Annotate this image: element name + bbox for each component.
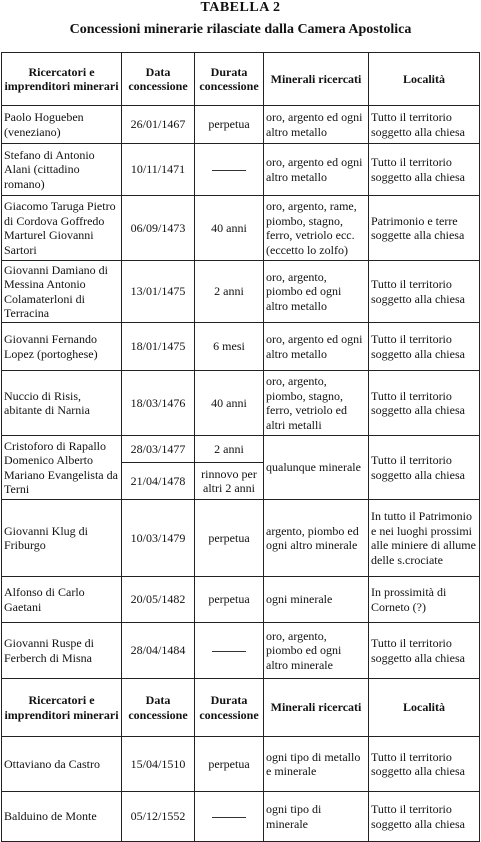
cell-minerals: oro, argento, rame, piombo, stagno, ferro, vetriolo ecc. (eccetto lo zolfo) [264, 196, 369, 261]
header-minerals: Minerali ricercati [264, 679, 369, 737]
table-row [2, 500, 480, 577]
header-date: Data concessione [122, 679, 195, 737]
header-location: Località [369, 53, 480, 106]
cell-name: Paolo Hogueben (veneziano) [2, 106, 122, 144]
cell-name: Nuccio di Risis, abitante di Narnia [2, 371, 122, 436]
cell-minerals: qualunque minerale [264, 436, 369, 500]
cell-minerals: argento, piombo ed ogni altro minerale [264, 500, 369, 577]
cell-name: Giovanni Damiano di Messina Antonio Colamaterloni di Terracina [2, 261, 122, 323]
cell-date: 10/03/1479 [122, 500, 195, 577]
table-row [2, 792, 480, 842]
cell-location: Tutto il territorio soggetto alla chiesa [369, 106, 480, 144]
cell-name: Stefano di Antonio Alani (cittadino romano) [2, 144, 122, 196]
cell-date: 15/04/1510 [122, 737, 195, 792]
table-row [2, 577, 480, 623]
table-row [2, 323, 480, 371]
cell-minerals: ogni tipo di minerale [264, 792, 369, 842]
header-minerals: Minerali ricercati [264, 53, 369, 106]
cell-name: Giovanni Ruspe di Ferberch di Misna [2, 623, 122, 679]
cell-date-renewal: 21/04/1478 [122, 463, 195, 500]
cell-minerals: oro, argento, piombo ed ogni altro minerale [264, 623, 369, 679]
cell-location: Tutto il territorio soggetto alla chiesa [369, 323, 480, 371]
header-researchers: Ricercatori e imprenditori minerari [2, 53, 122, 106]
cell-minerals: ogni minerale [264, 577, 369, 623]
cell-duration-dash [195, 623, 264, 679]
cell-date: 18/01/1475 [122, 323, 195, 371]
cell-name: Alfonso di Carlo Gaetani [2, 577, 122, 623]
cell-minerals: oro, argento ed ogni altro metallo [264, 323, 369, 371]
cell-date: 26/01/1467 [122, 106, 195, 144]
cell-location: Tutto il territorio soggetto alla chiesa [369, 144, 480, 196]
cell-minerals: oro, argento ed ogni altro metallo [264, 144, 369, 196]
cell-name: Giovanni Fernando Lopez (portoghese) [2, 323, 122, 371]
cell-name: Balduino de Monte [2, 792, 122, 842]
cell-duration: 40 anni [195, 371, 264, 436]
table-caption: Concessioni minerarie rilasciate dalla Camera Apostolica [69, 22, 412, 37]
cell-date: 05/12/1552 [122, 792, 195, 842]
table-row [2, 196, 480, 261]
cell-duration: perpetua [195, 737, 264, 792]
cell-duration: perpetua [195, 500, 264, 577]
cell-location: Tutto il territorio soggetto alla chiesa [369, 623, 480, 679]
cell-location: Tutto il territorio soggetto alla chiesa [369, 371, 480, 436]
cell-name: Cristoforo di Rapallo Domenico Alberto Mariano Evangelista da Terni [2, 436, 122, 500]
cell-location: Patrimonio e terre soggette alla chiesa [369, 196, 480, 261]
cell-duration: 6 mesi [195, 323, 264, 371]
concessions-table [1, 52, 480, 842]
cell-duration-dash [195, 144, 264, 196]
table-row [2, 737, 480, 792]
cell-date: 20/05/1482 [122, 577, 195, 623]
header-duration: Durata concessione [195, 53, 264, 106]
cell-duration: 40 anni [195, 196, 264, 261]
table-row [2, 261, 480, 323]
table-row [2, 371, 480, 436]
cell-duration: perpetua [195, 106, 264, 144]
cell-location: Tutto il territorio soggetto alla chiesa [369, 261, 480, 323]
table-row [2, 144, 480, 196]
cell-location: Tutto il territorio soggetto alla chiesa [369, 436, 480, 500]
table-number: TABELLA 2 [200, 0, 281, 15]
cell-date: 10/11/1471 [122, 144, 195, 196]
cell-date: 18/03/1476 [122, 371, 195, 436]
header-location: Località [369, 679, 480, 737]
cell-date: 28/04/1484 [122, 623, 195, 679]
cell-date: 06/09/1473 [122, 196, 195, 261]
cell-duration-dash [195, 792, 264, 842]
repeated-header-row [2, 679, 480, 737]
table-row [2, 106, 480, 144]
cell-location: In tutto il Patrimonio e nei luoghi prossimi alle miniere di allume delle s.crociate [369, 500, 480, 577]
cell-minerals: oro, argento, piombo, stagno, ferro, vetriolo ed altri metalli [264, 371, 369, 436]
header-row [2, 53, 480, 106]
header-researchers: Ricercatori e imprenditori minerari [2, 679, 122, 737]
header-duration: Durata concessione [195, 679, 264, 737]
cell-minerals: ogni tipo di metallo e minerale [264, 737, 369, 792]
cell-duration-renewal: rinnovo per altri 2 anni [195, 463, 264, 500]
cell-minerals: oro, argento ed ogni altro metallo [264, 106, 369, 144]
cell-location: Tutto il territorio soggetto alla chiesa [369, 737, 480, 792]
cell-date: 28/03/1477 [122, 436, 195, 463]
cell-duration: 2 anni [195, 436, 264, 463]
cell-location: In prossimità di Corneto (?) [369, 577, 480, 623]
cell-duration: 2 anni [195, 261, 264, 323]
cell-location: Tutto il territorio soggetto alla chiesa [369, 792, 480, 842]
cell-date: 13/01/1475 [122, 261, 195, 323]
cell-name: Giacomo Taruga Pietro di Cordova Goffredo Marturel Giovanni Sartori [2, 196, 122, 261]
cell-name: Ottaviano da Castro [2, 737, 122, 792]
cell-minerals: oro, argento, piombo ed ogni altro metallo [264, 261, 369, 323]
table-row [2, 623, 480, 679]
cell-duration: perpetua [195, 577, 264, 623]
header-date: Data concessione [122, 53, 195, 106]
cell-name: Giovanni Klug di Friburgo [2, 500, 122, 577]
table-row [2, 436, 480, 463]
